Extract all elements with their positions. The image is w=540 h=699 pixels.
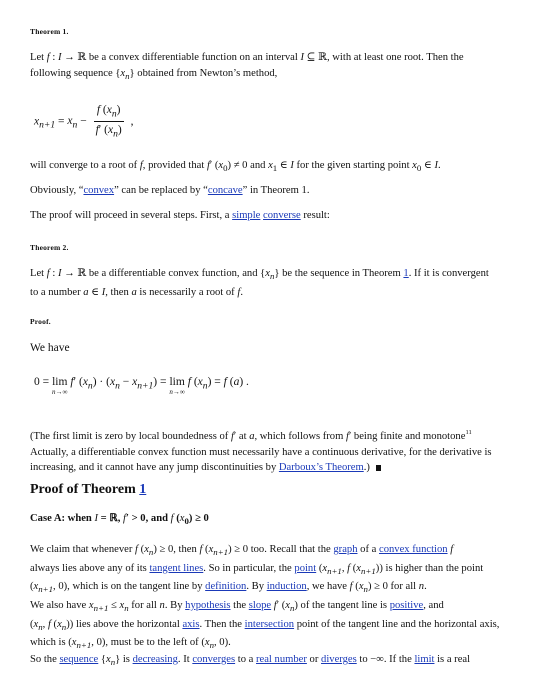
real-number-link[interactable]: real number	[256, 654, 307, 665]
theorem-1-conclusion: will converge to a root of f, provided that f′ $(x_0) \ne 0$ and $x_1$ ∈ I for the given starting point $x_0$ ∈ I.	[30, 160, 441, 174]
decreasing-link[interactable]: decreasing	[132, 654, 178, 665]
axis-link[interactable]: axis	[182, 618, 200, 630]
proof-note-paragraph: (The first limit is zero by local boundedness of f′ at a, which follows from f′ being finite and monotone$^{11}$ Actually, a differentiable convex function must necessarily have a continuous derivative, for the derivative is increasing, and it cannot have any jump discontinuities by Darboux’s Theorem.)	[30, 429, 492, 473]
proof-heading: Proof.	[30, 317, 51, 326]
qed-square-icon	[376, 465, 381, 471]
converges-link[interactable]: converges	[192, 654, 236, 665]
hypothesis-link[interactable]: hypothesis	[185, 600, 231, 611]
limit-link[interactable]: limit	[414, 654, 435, 665]
convex-function-link[interactable]: convex function	[379, 544, 448, 555]
we-have-text: We have	[30, 342, 70, 354]
proof-intro-paragraph: The proof will proceed in several steps. First, a simple converse result:	[30, 210, 330, 221]
theorem-2-heading: Theorem 2.	[30, 243, 69, 252]
concave-link[interactable]: concave	[207, 185, 243, 196]
induction-link[interactable]: induction	[266, 581, 307, 593]
diverges-link[interactable]: diverges	[321, 654, 357, 665]
point-link[interactable]: point	[294, 562, 317, 574]
newton-equation: $x_{n+1} = x_n$ − $\frac{f (x_n)}{f' (x_n)}$ ,	[34, 104, 134, 140]
darboux-theorem-link[interactable]: Darboux’s Theorem	[278, 462, 364, 473]
simple-link[interactable]: simple	[232, 210, 261, 221]
footnote-marker: 11	[465, 429, 472, 436]
tangent-lines-link[interactable]: tangent lines	[149, 562, 204, 574]
sequence-link[interactable]: sequence	[59, 654, 99, 665]
graph-link[interactable]: graph	[333, 544, 358, 555]
case-a-paragraph-2: We also have $x_{n+1} \le x_n$ for all n. By hypothesis the slope f′ $(x_n)$ of the tangent line is positive, and ($x_n$, f $(x_n)$) lies above the horizontal axis. Then the intersection point of the tangent line and the horizontal axis, which is ($x_{n+1}$, 0), must be to the left of ($x_n$, 0).	[30, 600, 500, 651]
obviously-paragraph: Obviously, “convex” can be replaced by “concave” in Theorem 1.	[30, 185, 310, 196]
theorem-1-heading-link[interactable]: 1	[139, 482, 147, 497]
theorem-2-statement: Let f : I → ℝ be a differentiable convex function, and $\{x_n\}$ be the sequence in Theorem 1. If it is convergent to a number a ∈ I, then a is necessarily a root of f.	[30, 268, 489, 298]
positive-link[interactable]: positive	[389, 600, 424, 611]
theorem-1-heading: Theorem 1.	[30, 27, 69, 36]
case-a-paragraph-3: So the sequence $\{x_n\}$ is decreasing. It converges to a real number or diverges to −∞. If the limit is a real	[30, 654, 471, 668]
converse-link[interactable]: converse	[263, 210, 301, 221]
case-a-heading: Case A: when I = ℝ, f′ > 0, and f $(x_0) \ge 0$	[30, 513, 209, 527]
convex-link[interactable]: convex	[83, 185, 115, 196]
definition-link[interactable]: definition	[205, 581, 247, 593]
case-a-paragraph-1: We claim that whenever f $(x_n) \ge 0$, then f $(x_{n+1}) \ge 0$ too. Recall that the graph of a convex function f always lies above any of its tangent lines. So in particular, the point ($x_{n+1}$, f $(x_{n+1})$) is higher than the point ($x_{n+1}$, 0), which is on the tangent line by definition. By induction, we have f $(x_n) \ge 0$ for all n.	[30, 544, 484, 595]
theorem-1-ref-link[interactable]: 1	[403, 268, 409, 279]
limit-equation: 0 = lim n→∞ f′ $(x_n) \cdot (x_n - x_{n+1}) = \lim$ n→∞ f $(x_n) = f$ (a) .	[34, 376, 249, 396]
intersection-link[interactable]: intersection	[244, 618, 295, 630]
theorem-1-statement: Let f : I → ℝ be a convex differentiable function on an interval I ⊆ ℝ, with at least one root. Then the following sequence $\{x_n\}$ obtained from Newton’s method,	[30, 52, 464, 81]
proof-of-theorem-heading: Proof of Theorem 1	[30, 482, 147, 497]
slope-link[interactable]: slope	[248, 600, 272, 611]
